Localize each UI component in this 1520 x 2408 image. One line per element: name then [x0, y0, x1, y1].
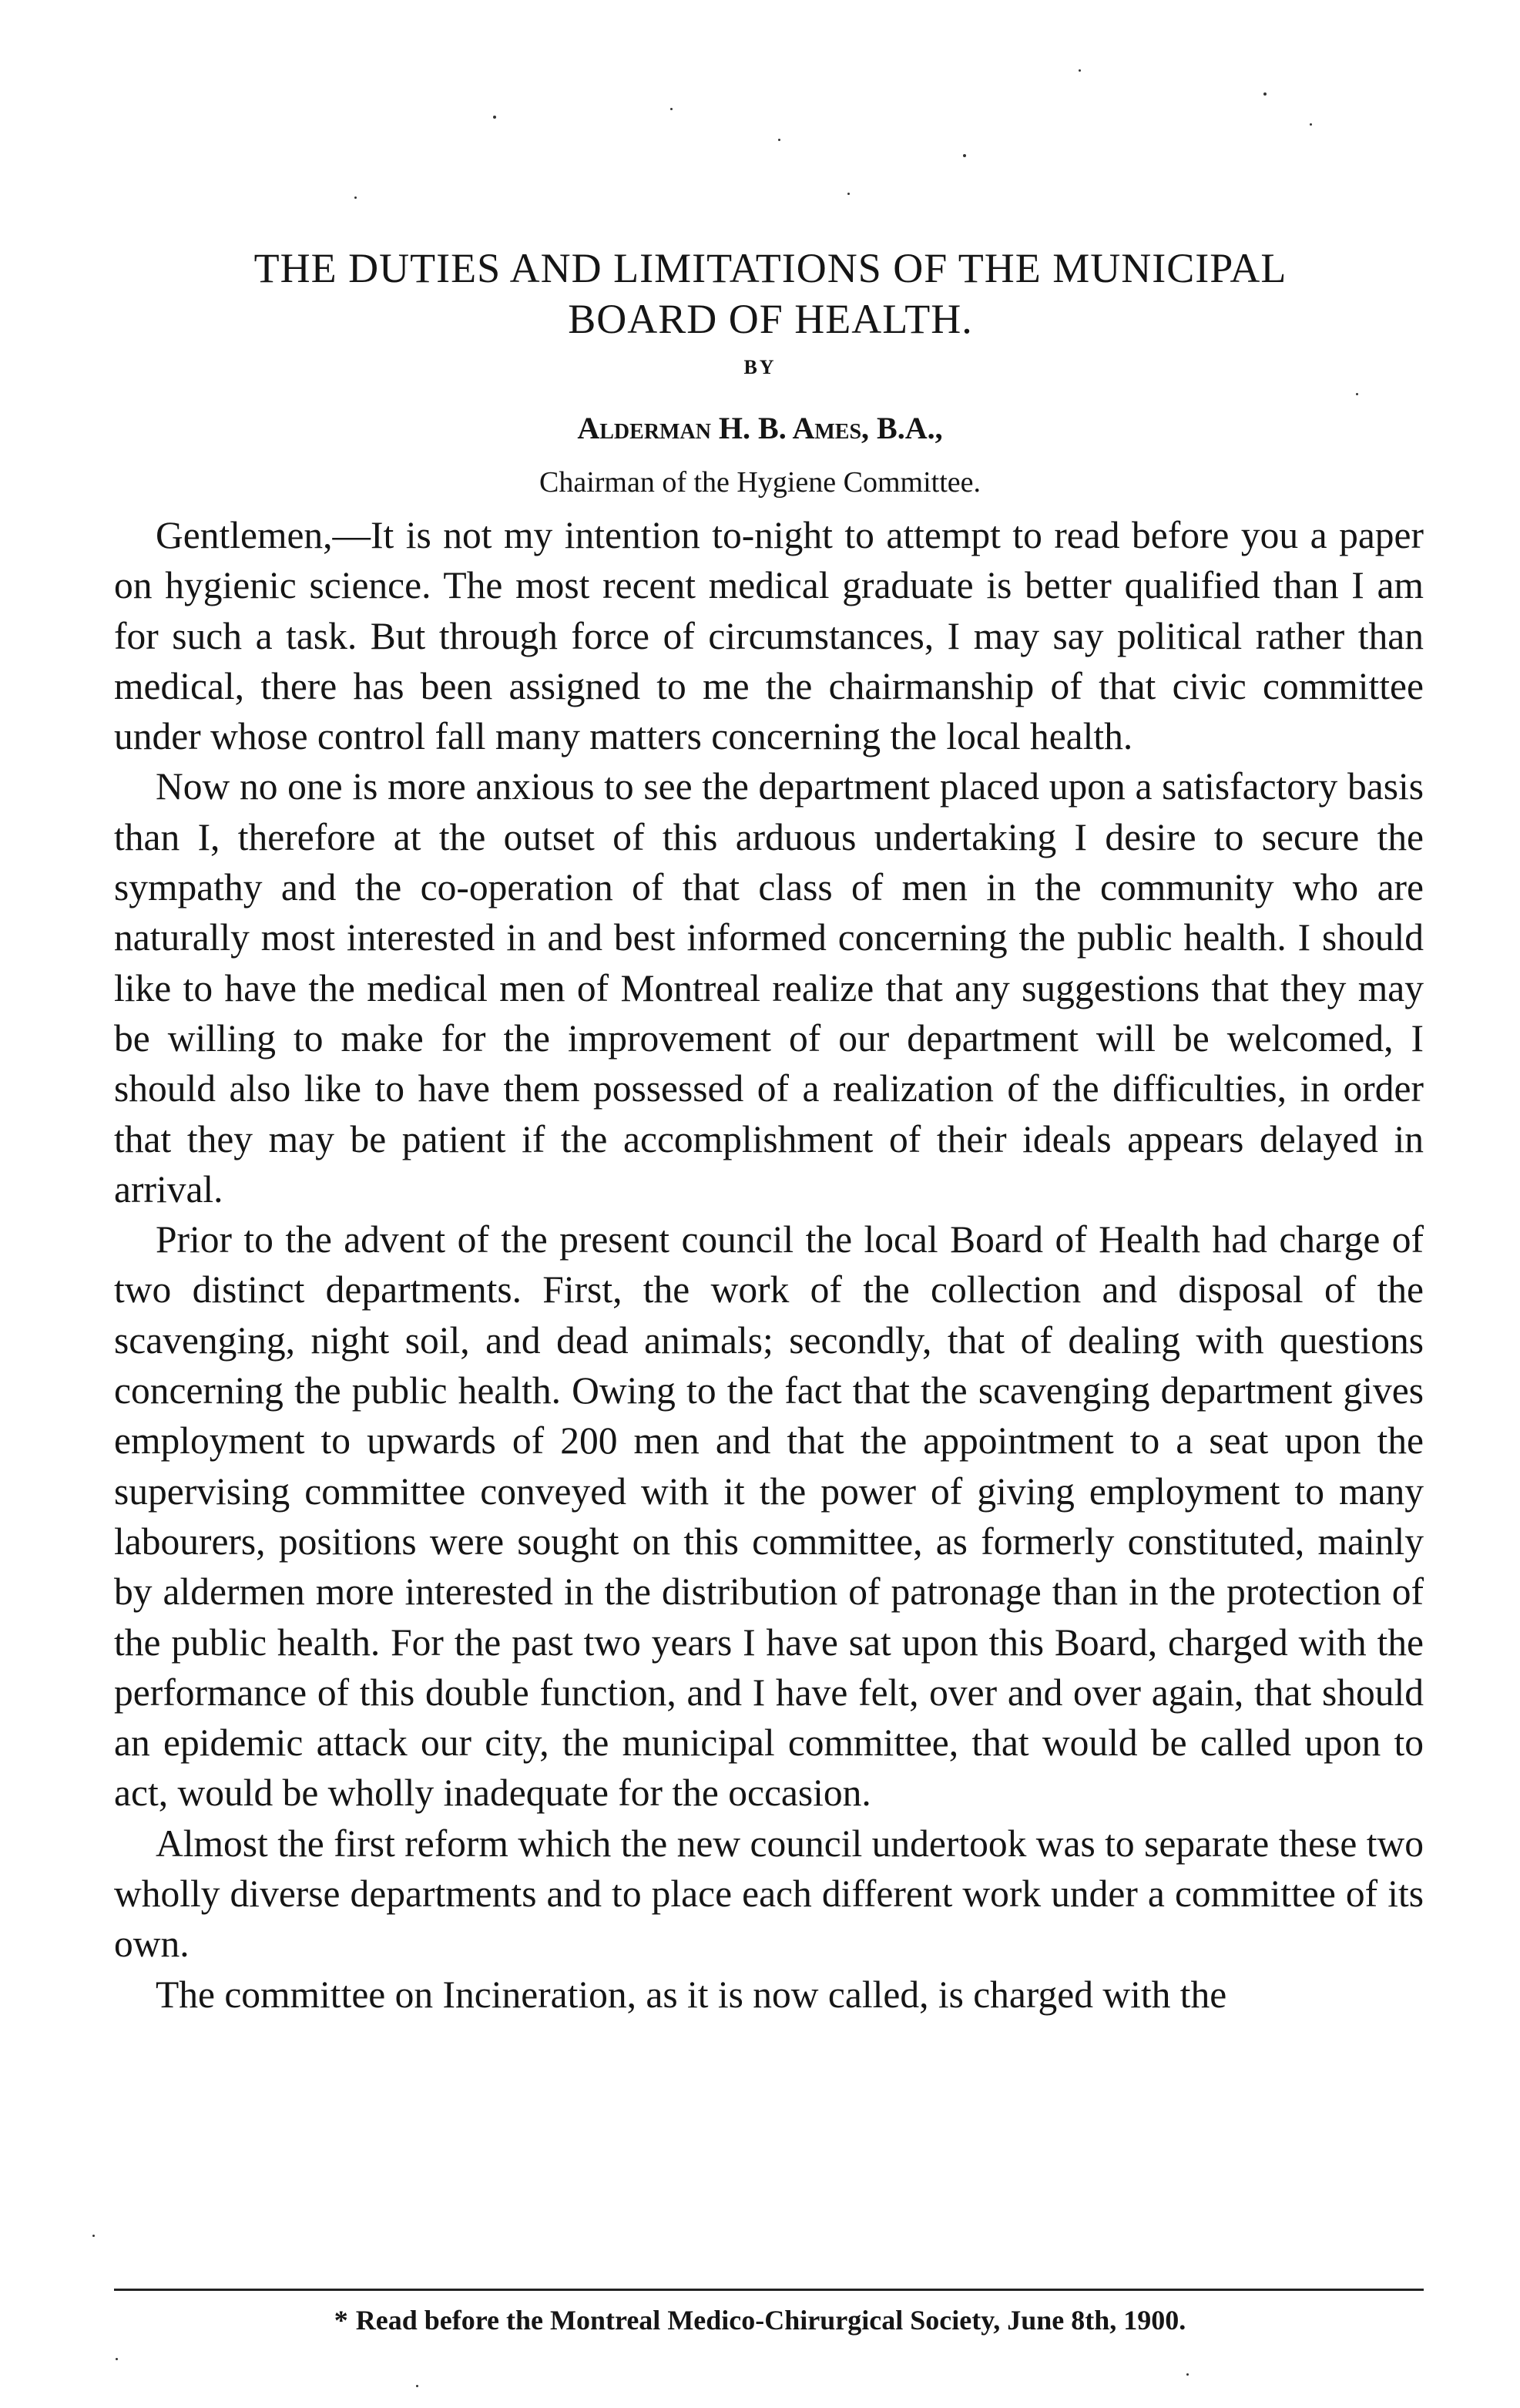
- author-name: Alderman H. B. Ames, B.A.,: [577, 411, 943, 445]
- scan-speck: [416, 2385, 418, 2387]
- scan-speck: [847, 193, 850, 195]
- scan-speck: [1079, 69, 1081, 72]
- article-body: [114, 510, 1424, 2020]
- footnote: [0, 2304, 1520, 2336]
- scan-speck: [1356, 393, 1358, 395]
- scan-speck: [493, 116, 496, 119]
- scan-speck: [1310, 123, 1312, 126]
- article-title-line-1: THE DUTIES AND LIMITATIONS OF THE MUNICIPAL: [253, 245, 1287, 291]
- scan-speck: [1263, 92, 1267, 96]
- body-paragraph: Prior to the advent of the present council the local Board of Health had charge of two distinct departments. First, the work of the collection and disposal of the scavenging, night soil, and dead animals; secondly, that of dealing with questions concerning the public health. Owing to the fact that the scavenging department gives employment to upwards of 200 men and that the appointment to a seat upon the supervising committee conveyed with it the power of giving employment to many labourers, positions were sought on this committee, as formerly constituted, mainly by aldermen more interested in the distribution of patronage than in the protection of the public health. For the past two years I have sat upon this Board, charged with the performance of this double function, and I have felt, over and over again, that should an epidemic attack our city, the municipal committee, that would be called upon to act, would be wholly inadequate for the occasion.: [114, 1218, 1424, 1815]
- byline-by: BY: [743, 356, 777, 378]
- body-paragraph: Gentlemen,—It is not my intention to-night to attempt to read before you a paper on hygienic science. The most recent medical graduate is better qualified than I am for such a task. But through force of circumstances, I may say political rather than medical, there has been assigned to me the chairmanship of that civic committee under whose control fall many matters concerning the local health.: [114, 514, 1424, 758]
- body-paragraph: Now no one is more anxious to see the department placed upon a satisfactory basis than I, therefore at the outset of this arduous undertaking I desire to secure the sympathy and the co-operation of that class of men in the community who are naturally most interested in and best informed concerning the public health. I should like to have the medical men of Montreal realize that any suggestions that they may be willing to make for the improvement of our department will be welcomed, I should also like to have them possessed of a realization of the difficulties, in order that they may be patient if the accomplishment of their ideals appears delayed in arrival.: [114, 765, 1424, 1211]
- scan-speck: [92, 2235, 95, 2237]
- scan-speck: [354, 196, 357, 199]
- article-title-line-2: BOARD OF HEALTH.: [568, 296, 973, 342]
- body-paragraph: Almost the first reform which the new council undertook was to separate these two wholly diverse departments and to place each different work under a committee of its own.: [114, 1822, 1424, 1966]
- scan-speck: [116, 2358, 118, 2360]
- scan-speck: [1186, 2373, 1189, 2376]
- body-paragraph: The committee on Incineration, as it is now called, is charged with the: [156, 1973, 1227, 2016]
- scan-speck: [963, 154, 966, 157]
- author-affiliation: Chairman of the Hygiene Committee.: [539, 466, 981, 499]
- footnote-text: Read before the Montreal Medico-Chirurgical Society, June 8th, 1900.: [355, 2305, 1186, 2336]
- scan-speck: [670, 108, 673, 110]
- footnote-marker: *: [334, 2305, 348, 2336]
- scan-speck: [778, 139, 780, 141]
- footnote-divider: [114, 2289, 1424, 2291]
